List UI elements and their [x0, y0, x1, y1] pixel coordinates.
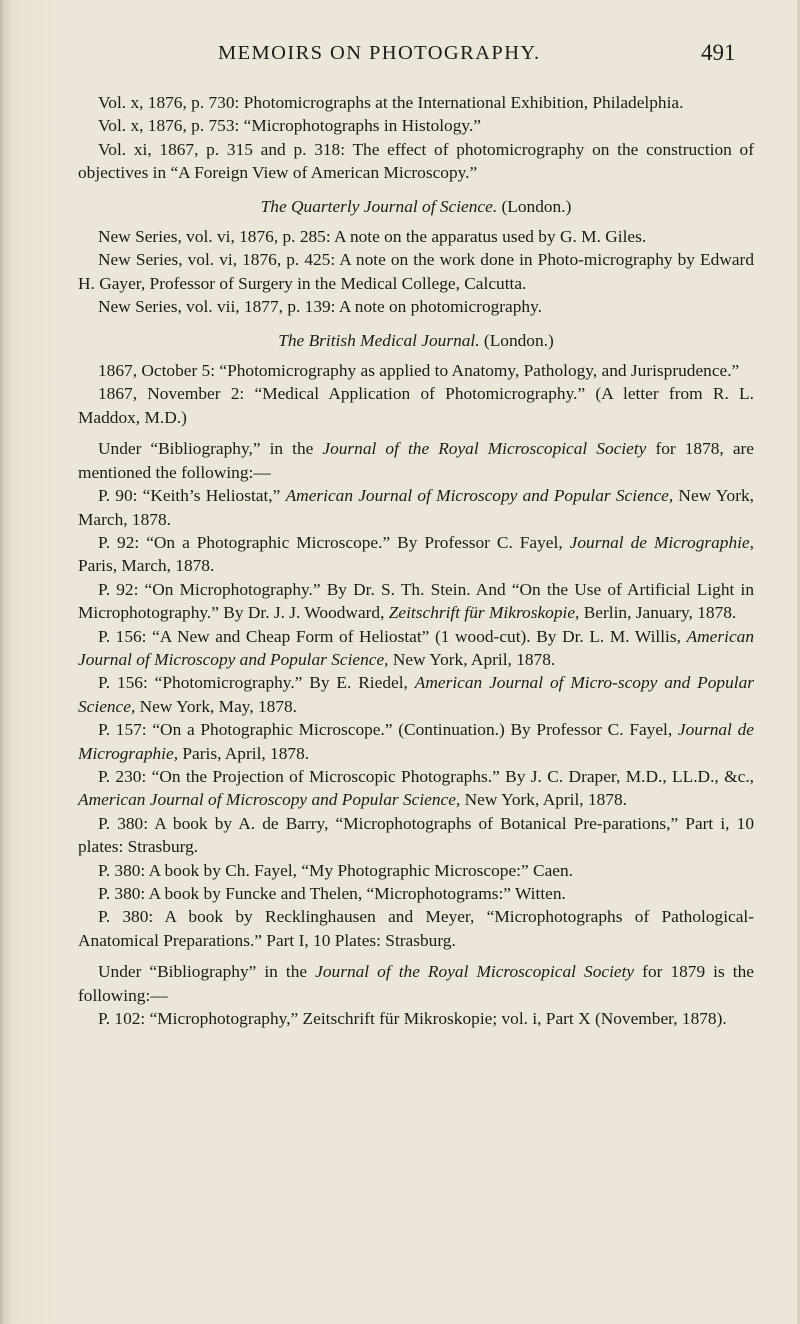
entry: P. 380: A book by Funcke and Thelen, “Microphotograms:” Witten. — [98, 884, 566, 903]
entry-text: for 1878, are mentioned the following:— — [78, 439, 754, 482]
journal-name: Zeitschrift für Mikroskopie, — [388, 603, 580, 623]
entry-text: P. 230: “On the Projection of Microscopic Photographs.” By J. C. Draper, M.D., LL.D., &c., — [98, 766, 754, 786]
entry — [78, 671, 754, 718]
bibliography-intro-1878 — [78, 437, 754, 484]
entry — [78, 531, 754, 578]
entry-text: New York, April, 1878. — [464, 790, 627, 810]
entry: Vol. x, 1876, p. 730: Photomicrographs at the International Exhibition, Philadelphia. — [98, 93, 684, 112]
journal-city: (London.) — [501, 196, 572, 216]
entry-text: Paris, April, 1878. — [182, 743, 310, 763]
entry-text: P. 156: “A New and Cheap Form of Heliostat” (1 wood-cut). By Dr. L. M. Willis, — [98, 626, 681, 646]
entry — [78, 765, 754, 812]
bibliography-intro-1879 — [78, 960, 754, 1007]
journal-name: American Journal of Micro-scopy and Popular Science, — [78, 673, 754, 716]
page-number: 491 — [701, 40, 736, 65]
entry — [78, 484, 754, 531]
entry-text: Under “Bibliography” in the — [98, 962, 308, 982]
entry — [78, 625, 754, 672]
entry — [78, 578, 754, 625]
entry: 1867, October 5: “Photomicrography as applied to Anatomy, Pathology, and Jurisprudence.” — [98, 361, 740, 381]
page-header — [0, 40, 800, 76]
section-heading-quarterly-journal — [78, 195, 754, 218]
entry-text: New York, May, 1878. — [139, 696, 298, 716]
entry: 1867, November 2: “Medical Application of Photomicrography.” (A letter from R. L. Maddox, M.D.) — [78, 384, 754, 427]
entry: P. 380: A book by A. de Barry, “Microphotographs of Botanical Pre-parations,” Part i, 10 plates: Strasburg. — [78, 813, 754, 857]
journal-name: American Journal of Microscopy and Popular Science, — [78, 790, 461, 810]
entry-text: Paris, March, 1878. — [78, 556, 215, 576]
page-body — [78, 91, 754, 1030]
entry-text: New York, March, 1878. — [78, 486, 754, 529]
entry-text: Under “Bibliography,” in the — [98, 439, 314, 459]
entry: New Series, vol. vi, 1876, p. 285: A note on the apparatus used by G. M. Giles. — [98, 227, 647, 247]
entry: New Series, vol. vii, 1877, p. 139: A note on photomicrography. — [98, 297, 542, 317]
entry-text: for 1879 is the following:— — [78, 962, 754, 1005]
entry-text: P. 90: “Keith’s Heliostat,” — [98, 486, 281, 506]
entry: P. 380: A book by Ch. Fayel, “My Photographic Microscope:” Caen. — [98, 860, 573, 880]
entry-text: P. 156: “Photomicrography.” By E. Riedel, — [98, 673, 408, 693]
entry-text: P. 92: “On a Photographic Microscope.” By Professor C. Fayel, — [98, 532, 563, 552]
journal-title: The Quarterly Journal of Science. — [260, 196, 498, 216]
entry-text: Berlin, January, 1878. — [583, 603, 737, 623]
journal-name: Journal de Micrographie, — [78, 720, 754, 763]
section-heading-british-medical-journal — [78, 329, 754, 352]
entry: P. 380: A book by Recklinghausen and Meyer, “Microphotographs of Pathological-Anatomical Preparations.” Part I, 10 Plates: Strasburg. — [78, 907, 754, 950]
entry — [78, 718, 754, 765]
running-title: MEMOIRS ON PHOTOGRAPHY. — [218, 42, 541, 64]
journal-name: American Journal of Microscopy and Popular Science, — [285, 486, 674, 506]
entry-text: P. 92: “On Microphotography.” By Dr. S. Th. Stein. And “On the Use of Artificial Light in Microphotography.” By Dr. J. J. Woodward, — [78, 579, 754, 623]
journal-title: The British Medical Journal. — [278, 330, 480, 350]
journal-name: American Journal of Microscopy and Popular Science, — [78, 626, 754, 669]
entry-text: New York, April, 1878. — [392, 649, 556, 669]
journal-name: Journal of the Royal Microscopical Society — [322, 439, 647, 459]
entry: Vol. xi, 1867, p. 315 and p. 318: The effect of photomicrography on the construction of objectives in “A Foreign View of American Microscopy.” — [78, 139, 754, 183]
entry: Vol. x, 1876, p. 753: “Microphotographs in Histology.” — [98, 116, 481, 136]
journal-name: Journal de Micrographie, — [569, 532, 754, 552]
entry: P. 102: “Microphotography,” Zeitschrift für Mikroskopie; vol. i, Part X (November, 1878). — [98, 1009, 727, 1029]
journal-city: (London.) — [483, 330, 554, 350]
entry-text: P. 157: “On a Photographic Microscope.” (Continuation.) By Professor C. Fayel, — [98, 720, 673, 740]
journal-name: Journal of the Royal Microscopical Society — [315, 962, 635, 982]
entry: New Series, vol. vi, 1876, p. 425: A note on the work done in Photo-micrography by Edward H. Gayer, Professor of Surgery in the Medical College, Calcutta. — [78, 250, 754, 293]
